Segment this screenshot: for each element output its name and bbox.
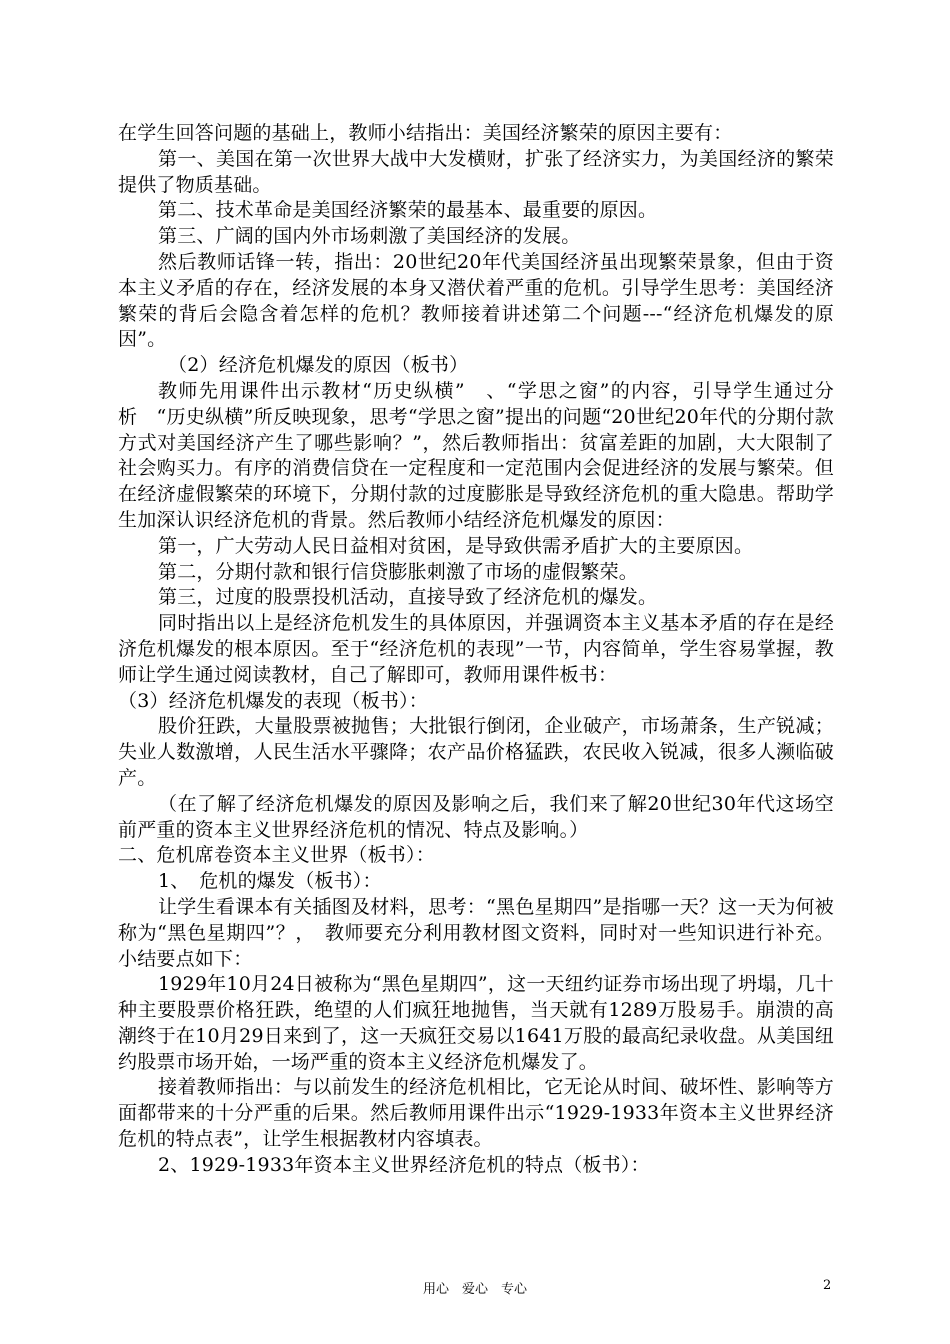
heading-section-two: 二、危机席卷资本主义世界（板书）： [118, 844, 435, 867]
paragraph-black-thursday-question: 让学生看课本有关插图及材料，思考：“黑色星期四”是指哪一天？这一天为何被称为“黑色星期四”？， 教师要充分利用教材图文资料，同时对一些知识进行补充。小结要点如下： [118, 895, 834, 970]
body-text [118, 121, 834, 1179]
heading-crisis-outbreak: 1、 危机的爆发（板书）： [158, 870, 382, 893]
paragraph-manifestation: 股价狂跌，大量股票被抛售；大批银行倒闭，企业破产，市场萧条，生产锐减；失业人数激增，人民生活水平骤降；农产品价格猛跌，农民收入锐减，很多人濒临破产。 [118, 715, 834, 789]
paragraph-reason-2: 第二、技术革命是美国经济繁荣的最基本、最重要的原因。 [158, 199, 658, 222]
footer-motto: 用心 爱心 专心 [422, 1282, 527, 1297]
paragraph-courseware: 教师先用课件出示教材“历史纵横” 、“学思之窗”的内容，引导学生通过分析 “历史纵横”所反映现象，思考“学思之窗”提出的问题“20世纪20年代的分期付款方式对美国经济产生了哪些影响？”，然后教师指出：贫富差距的加剧，大大限制了社会购买力。有序的消费信贷在一定程度和一定范围内会促进经济的发展与繁荣。但在经济虚假繁荣的环境下，分期付款的过度膨胀是导致经济危机的重大隐患。帮助学生加深认识经济危机的背景。然后教师小结经济危机爆发的原因： [118, 379, 834, 531]
paragraph-root-cause: 同时指出以上是经济危机发生的具体原因，并强调资本主义基本矛盾的存在是经济危机爆发的根本原因。至于“经济危机的表现”一节，内容简单，学生容易掌握，教师让学生通过阅读教材，自己了解即可，教师用课件板书： [118, 612, 834, 686]
paragraph-summary-intro: 在学生回答问题的基础上，教师小结指出：美国经济繁荣的原因主要有： [118, 122, 733, 144]
paragraph-reason-3: 第三、广阔的国内外市场刺激了美国经济的发展。 [158, 225, 581, 248]
page-number: 2 [823, 1278, 832, 1293]
paragraph-cause-1: 第一，广大劳动人民日益相对贫困，是导致供需矛盾扩大的主要原因。 [158, 534, 754, 557]
paragraph-cause-3: 第三，过度的股票投机活动，直接导致了经济危机的爆发。 [158, 586, 658, 609]
paragraph-black-thursday-facts: 1929年10月24日被称为“黑色星期四”，这一天纽约证券市场出现了坍塌，几十种主要股票价格狂跌，绝望的人们疯狂地抛售，当天就有1289万股易手。崩溃的高潮终于在10月29日来到了，这一天疯狂交易以1641万股的最高纪录收盘。从美国纽约股票市场开始，一场严重的资本主义经济危机爆发了。 [118, 973, 834, 1073]
heading-crisis-manifestation: （3）经济危机爆发的表现（板书）： [118, 689, 428, 712]
heading-crisis-features: 2、1929-1933年资本主义世界经济危机的特点（板书）： [158, 1153, 650, 1176]
paragraph-bridge: （在了解了经济危机爆发的原因及影响之后，我们来了解20世纪30年代这场空前严重的资本主义世界经济危机的情况、特点及影响。） [118, 792, 834, 841]
heading-crisis-causes: （2）经济危机爆发的原因（板书） [168, 354, 469, 377]
paragraph-comparison: 接着教师指出：与以前发生的经济危机相比，它无论从时间、破坏性、影响等方面都带来的十分严重的后果。然后教师用课件出示“1929-1933年资本主义世界经济危机的特点表”，让学生根据教材内容填表。 [118, 1076, 834, 1151]
paragraph-reason-1: 第一、美国在第一次世界大战中大发横财，扩张了经济实力，为美国经济的繁荣提供了物质基础。 [118, 147, 834, 196]
paragraph-cause-2: 第二，分期付款和银行信贷膨胀刺激了市场的虚假繁荣。 [158, 560, 639, 583]
paragraph-transition: 然后教师话锋一转，指出：20世纪20年代美国经济虽出现繁荣景象，但由于资本主义矛盾的存在，经济发展的本身又潜伏着严重的危机。引导学生思考：美国经济繁荣的背后会隐含着怎样的危机？教师接着讲述第二个问题---“经济危机爆发的原因”。 [118, 250, 834, 351]
